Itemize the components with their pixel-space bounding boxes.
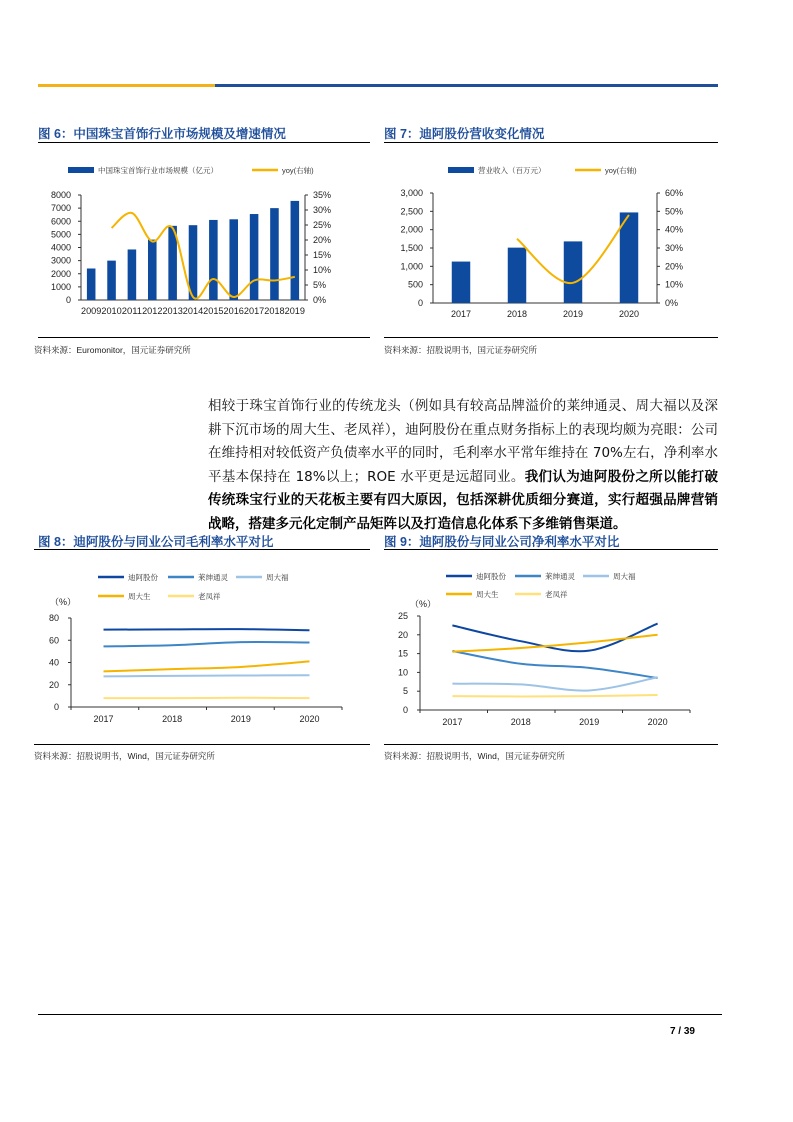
chart9-unit-label: （%） bbox=[410, 599, 437, 609]
figure-7-source: 资料来源：招股说明书，国元证券研究所 bbox=[384, 345, 538, 355]
chart6-left-tick-label: 8000 bbox=[50, 190, 71, 200]
chart8-left-tick-label: 20 bbox=[48, 679, 59, 690]
chart6-bar-2012 bbox=[148, 240, 157, 300]
chart7-left-tick-label: 1,000 bbox=[400, 261, 423, 272]
figure-8-title: 图 8：迪阿股份与同业公司毛利率水平对比 bbox=[38, 535, 274, 549]
chart6-legend-label: yoy(右轴) bbox=[282, 166, 314, 175]
figure-7-title: 图 7：迪阿股份营收变化情况 bbox=[384, 127, 545, 141]
chart9-left-tick-label: 15 bbox=[397, 648, 408, 659]
chart8-legend-label: 周大福 bbox=[266, 573, 289, 582]
chart9-left-tick-label: 10 bbox=[397, 667, 408, 678]
chart7-bar-2018 bbox=[508, 248, 526, 303]
chart8-line-迪阿股份 bbox=[104, 629, 310, 630]
chart7-legend-label: yoy(右轴) bbox=[605, 166, 637, 175]
chart7-left-tick-label: 0 bbox=[417, 298, 423, 308]
chart8-left-tick-label: 0 bbox=[53, 702, 59, 712]
figure-6-source: 资料来源：Euromonitor，国元证券研究所 bbox=[34, 345, 191, 355]
chart6-x-label: 2018 bbox=[264, 306, 285, 316]
chart6-left-tick-label: 5000 bbox=[50, 229, 71, 240]
chart7-left-tick-label: 2,000 bbox=[400, 224, 423, 235]
chart6-right-tick-label: 20% bbox=[313, 235, 332, 245]
chart9-legend-label: 莱绅通灵 bbox=[545, 572, 575, 581]
chart6-left-tick-label: 2000 bbox=[50, 268, 71, 279]
chart6-left-tick-label: 6000 bbox=[50, 216, 71, 227]
chart6-left-tick-label: 4000 bbox=[50, 242, 71, 253]
chart6-x-label: 2013 bbox=[162, 306, 183, 316]
chart7-left-tick-label: 3,000 bbox=[400, 188, 423, 198]
chart8-legend-label: 老凤祥 bbox=[198, 592, 221, 601]
chart6-right-tick-label: 10% bbox=[313, 265, 332, 275]
chart6-x-label: 2017 bbox=[243, 306, 265, 316]
chart6-right-tick-label: 5% bbox=[313, 280, 327, 290]
chart6-x-label: 2010 bbox=[101, 306, 122, 316]
chart8-left-tick-label: 40 bbox=[48, 657, 59, 668]
chart9-x-label: 2019 bbox=[579, 717, 600, 727]
figure-6-title: 图 6：中国珠宝首饰行业市场规模及增速情况 bbox=[38, 127, 286, 141]
figure-9-title: 图 9：迪阿股份与同业公司净利率水平对比 bbox=[384, 535, 620, 549]
chart7-legend-label: 营业收入（百万元） bbox=[478, 166, 546, 175]
chart6-legend-label: 中国珠宝首饰行业市场规模（亿元） bbox=[98, 166, 218, 175]
chart9-x-label: 2017 bbox=[442, 717, 463, 727]
chart9-line-周大福 bbox=[452, 677, 657, 690]
chart6-left-tick-label: 0 bbox=[65, 295, 71, 305]
chart9-left-tick-label: 25 bbox=[397, 611, 408, 621]
chart6-right-tick-label: 25% bbox=[313, 220, 332, 230]
chart6-x-label: 2014 bbox=[182, 306, 204, 316]
chart7-left-tick-label: 1,500 bbox=[400, 243, 423, 253]
chart7-legend-swatch bbox=[448, 167, 474, 173]
chart7-x-label: 2018 bbox=[506, 309, 528, 319]
chart9-left-tick-label: 0 bbox=[402, 705, 408, 715]
figure-9-source: 资料来源：招股说明书，Wind，国元证券研究所 bbox=[384, 751, 565, 761]
chart9-legend-label: 迪阿股份 bbox=[476, 572, 506, 581]
chart6-bar-2016 bbox=[229, 219, 238, 300]
chart8-left-tick-label: 80 bbox=[48, 613, 59, 623]
chart9-x-label: 2020 bbox=[647, 717, 668, 727]
chart8-x-label: 2017 bbox=[93, 714, 114, 724]
chart6-x-label: 2012 bbox=[142, 306, 163, 316]
chart8-line-周大福 bbox=[104, 675, 310, 676]
paragraph-bold-text: 我们认为迪阿股份之所以能打破传统珠宝行业的天花板主要有四大原因，包括深耕优质细分赛道，实行超强品牌营销战略，搭建多元化定制产品矩阵以及打造信息化体系下多维销售渠道。 bbox=[208, 468, 719, 532]
chart9-left-tick-label: 20 bbox=[397, 629, 408, 640]
chart6-bar-2015 bbox=[209, 220, 218, 300]
chart8-x-label: 2018 bbox=[162, 714, 183, 724]
chart7-right-tick-label: 20% bbox=[665, 261, 684, 272]
chart7-right-tick-label: 0% bbox=[665, 298, 679, 308]
chart6-left-tick-label: 7000 bbox=[50, 203, 71, 214]
page-number: 7 / 39 bbox=[669, 1026, 695, 1037]
chart6-line-yoy(右轴) bbox=[112, 213, 295, 299]
chart9-line-老凤祥 bbox=[452, 695, 657, 697]
chart8-legend-label: 迪阿股份 bbox=[128, 573, 158, 582]
chart8-line-周大生 bbox=[104, 661, 310, 671]
chart8-unit-label: （%） bbox=[50, 597, 77, 607]
chart6-bar-2017 bbox=[250, 214, 259, 300]
chart7-x-label: 2019 bbox=[562, 309, 584, 319]
chart8-x-label: 2020 bbox=[299, 714, 320, 724]
chart7-right-tick-label: 50% bbox=[665, 206, 684, 217]
chart6-x-label: 2019 bbox=[284, 306, 305, 316]
chart6-x-label: 2011 bbox=[121, 306, 143, 316]
chart9-legend-label: 周大福 bbox=[613, 572, 636, 581]
chart6-legend-swatch bbox=[68, 167, 94, 173]
chart7-bar-2017 bbox=[452, 262, 470, 303]
chart6-right-tick-label: 15% bbox=[313, 250, 332, 260]
chart6-x-label: 2016 bbox=[223, 306, 244, 316]
chart6-bar-2018 bbox=[270, 208, 279, 300]
chart7-right-tick-label: 60% bbox=[665, 188, 684, 198]
chart9-left-tick-label: 5 bbox=[402, 686, 408, 697]
chart9-x-label: 2018 bbox=[510, 717, 531, 727]
chart6-left-tick-label: 3000 bbox=[50, 255, 71, 266]
chart6-x-label: 2009 bbox=[81, 306, 102, 316]
chart7-left-tick-label: 500 bbox=[407, 279, 423, 290]
chart6-x-label: 2015 bbox=[203, 306, 224, 316]
chart7-x-label: 2017 bbox=[450, 309, 472, 319]
chart8-legend-label: 周大生 bbox=[128, 592, 151, 601]
chart7-bar-2019 bbox=[564, 241, 582, 303]
chart7-x-label: 2020 bbox=[618, 309, 640, 319]
paragraph-normal-text: 相较于珠宝首饰行业的传统龙头（例如具有较高品牌溢价的莱绅通灵、周大福以及深耕下沉市场的周大生、老凤祥），迪阿股份在重点财务指标上的表现均颇为亮眼：公司在维持相对较低资产负债率水平的同时，毛利率水平常年维持在 70%左右，净利率水平基本保持在 18%以上；ROE 水平更是远超同业。 bbox=[208, 398, 718, 485]
chart7-right-tick-label: 40% bbox=[665, 224, 684, 235]
chart6-bar-2010 bbox=[107, 261, 116, 300]
figure-8-source: 资料来源：招股说明书，Wind，国元证券研究所 bbox=[34, 751, 215, 761]
chart9-legend-label: 老凤祥 bbox=[545, 590, 568, 599]
chart7-right-tick-label: 10% bbox=[665, 279, 684, 290]
chart8-line-莱绅通灵 bbox=[104, 642, 310, 646]
chart6-right-tick-label: 30% bbox=[313, 205, 332, 215]
chart6-right-tick-label: 35% bbox=[313, 190, 332, 200]
chart6-bar-2019 bbox=[291, 201, 300, 300]
chart8-x-label: 2019 bbox=[230, 714, 251, 724]
chart8-left-tick-label: 60 bbox=[48, 635, 59, 646]
chart6-bar-2009 bbox=[87, 269, 96, 301]
chart9-line-莱绅通灵 bbox=[452, 651, 657, 678]
chart9-legend-label: 周大生 bbox=[476, 590, 499, 599]
chart8-legend-label: 莱绅通灵 bbox=[198, 573, 228, 582]
footer-rule bbox=[38, 1014, 722, 1015]
chart6-bar-2011 bbox=[128, 249, 137, 300]
chart6-right-tick-label: 0% bbox=[313, 295, 327, 305]
chart7-left-tick-label: 2,500 bbox=[400, 206, 423, 217]
chart6-left-tick-label: 1000 bbox=[50, 281, 71, 292]
chart7-right-tick-label: 30% bbox=[665, 243, 684, 253]
